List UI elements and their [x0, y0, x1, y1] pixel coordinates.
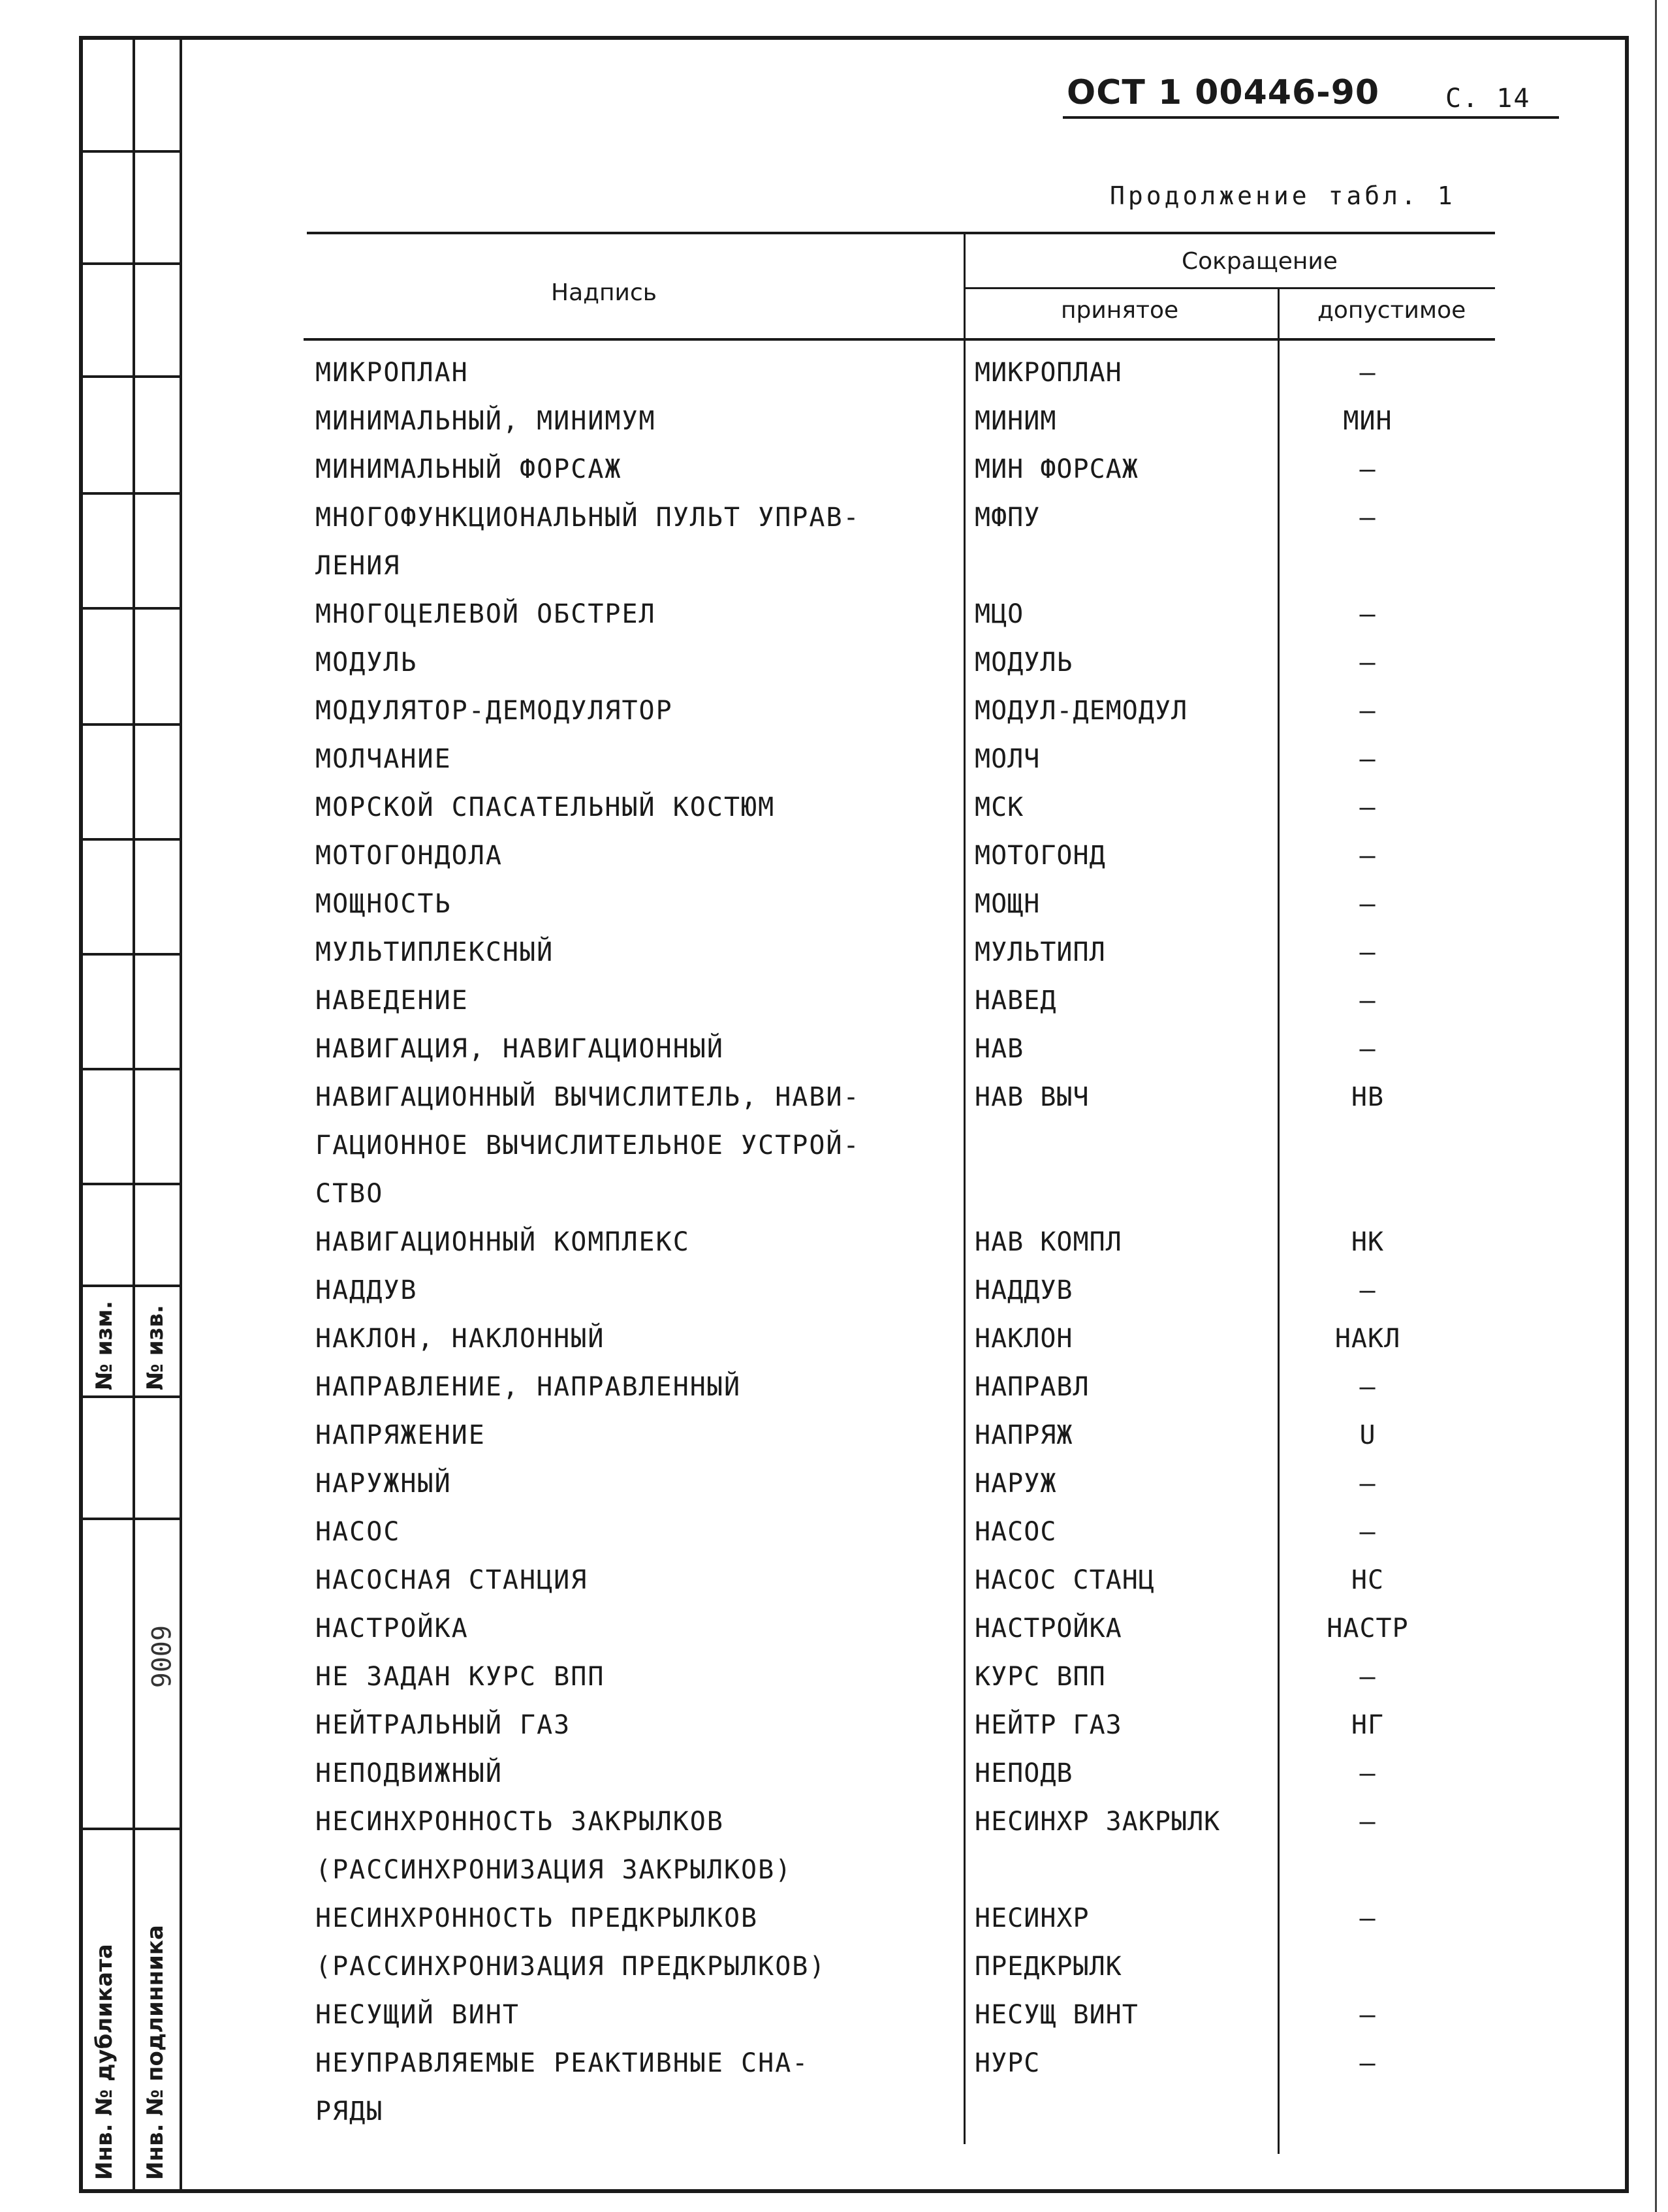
page-number: С. 14	[1445, 84, 1531, 114]
row-inscription: МИНИМАЛЬНЫЙ, МИНИМУМ	[315, 406, 656, 436]
row-accepted-abbreviation: НАВ ВЫЧ	[975, 1082, 1090, 1112]
page-edge-line	[1655, 0, 1657, 2212]
row-accepted-abbreviation: МФПУ	[975, 503, 1041, 533]
original-inventory-label: Инв. № подлинника	[142, 1925, 168, 2180]
row-inscription: НАПРЯЖЕНИЕ	[315, 1420, 486, 1450]
table-continuation-caption: Продолжение табл. 1	[1110, 181, 1456, 210]
row-allowed-abbreviation: U	[1359, 1420, 1376, 1450]
row-inscription: (РАССИНХРОНИЗАЦИЯ ЗАКРЫЛКОВ)	[315, 1855, 793, 1885]
row-accepted-abbreviation: НЕПОДВ	[975, 1758, 1073, 1788]
row-accepted-abbreviation: НУРС	[975, 2048, 1041, 2078]
row-inscription: ГАЦИОННОЕ ВЫЧИСЛИТЕЛЬНОЕ УСТРОЙ-	[315, 1130, 860, 1161]
row-inscription: НЕПОДВИЖНЫЙ	[315, 1758, 503, 1788]
row-accepted-abbreviation: НЕСИНХР	[975, 1903, 1090, 1933]
row-accepted-abbreviation: НЕСУЩ ВИНТ	[975, 2000, 1139, 2030]
header-abbreviation: Сокращение	[1182, 248, 1338, 275]
row-inscription: ЛЕНИЯ	[315, 551, 401, 581]
row-allowed-abbreviation: НВ	[1351, 1082, 1385, 1112]
row-allowed-abbreviation: –	[1359, 986, 1376, 1016]
row-inscription: НЕСИНХРОННОСТЬ ЗАКРЫЛКОВ	[315, 1807, 724, 1837]
row-inscription: НАКЛОН, НАКЛОННЫЙ	[315, 1324, 605, 1354]
row-inscription: НЕ ЗАДАН КУРС ВПП	[315, 1662, 605, 1692]
notice-number-label: № изв.	[142, 1305, 168, 1390]
row-allowed-abbreviation: –	[1359, 1903, 1376, 1933]
document-code: ОСТ 1 00446-90	[1067, 73, 1380, 112]
row-allowed-abbreviation: –	[1359, 1807, 1376, 1837]
row-inscription: МОЛЧАНИЕ	[315, 744, 452, 774]
side-row-separator	[83, 1183, 182, 1185]
header-allowed: допустимое	[1317, 297, 1466, 324]
row-allowed-abbreviation: –	[1359, 454, 1376, 484]
row-accepted-abbreviation: НЕСИНХР ЗАКРЫЛК	[975, 1807, 1221, 1837]
row-inscription: НЕСУЩИЙ ВИНТ	[315, 2000, 520, 2030]
row-inscription: МОДУЛЬ	[315, 647, 418, 678]
row-accepted-abbreviation: МОТОГОНД	[975, 841, 1106, 871]
row-accepted-abbreviation: НАРУЖ	[975, 1469, 1057, 1499]
duplicate-inventory-number: 6006	[145, 1625, 175, 1689]
row-allowed-abbreviation: –	[1359, 1372, 1376, 1402]
row-inscription: НЕЙТРАЛЬНЫЙ ГАЗ	[315, 1710, 571, 1740]
row-inscription: НАВЕДЕНИЕ	[315, 986, 469, 1016]
row-accepted-abbreviation: КУРС ВПП	[975, 1662, 1106, 1692]
row-allowed-abbreviation: –	[1359, 358, 1376, 388]
side-row-separator	[83, 953, 182, 956]
row-inscription: МИНИМАЛЬНЫЙ ФОРСАЖ	[315, 454, 622, 484]
row-inscription: МНОГОФУНКЦИОНАЛЬНЫЙ ПУЛЬТ УПРАВ-	[315, 503, 860, 533]
row-allowed-abbreviation: НАСТР	[1327, 1613, 1409, 1643]
duplicate-inventory-label: Инв. № дубликата	[91, 1944, 118, 2180]
side-row-separator	[83, 375, 182, 378]
side-row-separator	[83, 1518, 182, 1520]
row-accepted-abbreviation: МИН ФОРСАЖ	[975, 454, 1139, 484]
row-allowed-abbreviation: –	[1359, 792, 1376, 822]
row-inscription: МОТОГОНДОЛА	[315, 841, 503, 871]
row-allowed-abbreviation: –	[1359, 1034, 1376, 1064]
row-accepted-abbreviation: НАСОС	[975, 1517, 1057, 1547]
row-allowed-abbreviation: НК	[1351, 1227, 1385, 1257]
frame-left-border	[79, 36, 83, 2193]
row-accepted-abbreviation: НАПРАВЛ	[975, 1372, 1090, 1402]
side-row-separator	[83, 723, 182, 726]
row-allowed-abbreviation: –	[1359, 1758, 1376, 1788]
row-accepted-abbreviation: МСК	[975, 792, 1024, 822]
row-inscription: НАРУЖНЫЙ	[315, 1469, 452, 1499]
side-column-border	[180, 36, 182, 2193]
row-accepted-abbreviation: МИНИМ	[975, 406, 1057, 436]
row-allowed-abbreviation: –	[1359, 1517, 1376, 1547]
row-inscription: РЯДЫ	[315, 2096, 384, 2126]
row-inscription: НАВИГАЦИОННЫЙ КОМПЛЕКС	[315, 1227, 690, 1257]
row-accepted-abbreviation: МИКРОПЛАН	[975, 358, 1122, 388]
row-inscription: НАВИГАЦИОННЫЙ ВЫЧИСЛИТЕЛЬ, НАВИ-	[315, 1082, 860, 1112]
header-underline	[1063, 116, 1559, 119]
row-accepted-abbreviation: МОЩН	[975, 889, 1041, 919]
table-subheader-rule	[965, 287, 1495, 289]
row-inscription: НЕУПРАВЛЯЕМЫЕ РЕАКТИВНЫЕ СНА-	[315, 2048, 810, 2078]
side-column-divider	[133, 36, 135, 2193]
side-row-separator	[83, 1068, 182, 1070]
row-allowed-abbreviation: –	[1359, 841, 1376, 871]
row-allowed-abbreviation: НАКЛ	[1334, 1324, 1401, 1354]
row-inscription: МОДУЛЯТОР-ДЕМОДУЛЯТОР	[315, 696, 673, 726]
row-allowed-abbreviation: –	[1359, 599, 1376, 629]
row-accepted-abbreviation: МЦО	[975, 599, 1024, 629]
row-allowed-abbreviation: –	[1359, 1662, 1376, 1692]
row-allowed-abbreviation: –	[1359, 2000, 1376, 2030]
frame-right-border	[1625, 36, 1629, 2193]
row-allowed-abbreviation: НС	[1351, 1565, 1385, 1595]
row-allowed-abbreviation: –	[1359, 696, 1376, 726]
side-row-separator	[83, 262, 182, 265]
side-row-separator	[83, 607, 182, 610]
row-inscription: МУЛЬТИПЛЕКСНЫЙ	[315, 937, 554, 967]
row-inscription: МНОГОЦЕЛЕВОЙ ОБСТРЕЛ	[315, 599, 656, 629]
row-accepted-abbreviation: МОДУЛЬ	[975, 647, 1073, 678]
row-accepted-abbreviation: НАВ	[975, 1034, 1024, 1064]
frame-top-border	[79, 36, 1629, 40]
table-header-bottom-rule	[304, 338, 1495, 341]
row-accepted-abbreviation: НАДДУВ	[975, 1275, 1073, 1305]
side-row-separator	[83, 1828, 182, 1830]
row-inscription: НЕСИНХРОННОСТЬ ПРЕДКРЫЛКОВ	[315, 1903, 759, 1933]
row-accepted-abbreviation: МОЛЧ	[975, 744, 1041, 774]
row-allowed-abbreviation: –	[1359, 503, 1376, 533]
row-allowed-abbreviation: НГ	[1351, 1710, 1385, 1740]
row-accepted-abbreviation: ПРЕДКРЫЛК	[975, 1952, 1122, 1982]
change-number-label: № изм.	[91, 1300, 118, 1390]
side-row-separator	[83, 150, 182, 153]
row-accepted-abbreviation: НЕЙТР ГАЗ	[975, 1710, 1122, 1740]
row-accepted-abbreviation: НАСОС СТАНЦ	[975, 1565, 1155, 1595]
row-inscription: НАСОС	[315, 1517, 401, 1547]
row-accepted-abbreviation: НАВЕД	[975, 986, 1057, 1016]
row-allowed-abbreviation: –	[1359, 1469, 1376, 1499]
row-accepted-abbreviation: МОДУЛ-ДЕМОДУЛ	[975, 696, 1188, 726]
row-allowed-abbreviation: –	[1359, 889, 1376, 919]
frame-bottom-border	[79, 2189, 1629, 2193]
row-allowed-abbreviation: –	[1359, 2048, 1376, 2078]
row-inscription: МОЩНОСТЬ	[315, 889, 452, 919]
side-row-separator	[83, 838, 182, 841]
row-accepted-abbreviation: МУЛЬТИПЛ	[975, 937, 1106, 967]
row-accepted-abbreviation: НАПРЯЖ	[975, 1420, 1073, 1450]
side-row-separator	[83, 1285, 182, 1287]
table-column-divider	[1278, 287, 1280, 2154]
row-allowed-abbreviation: –	[1359, 744, 1376, 774]
row-inscription: НАСОСНАЯ СТАНЦИЯ	[315, 1565, 588, 1595]
row-accepted-abbreviation: НАВ КОМПЛ	[975, 1227, 1122, 1257]
table-column-divider	[964, 232, 966, 2144]
row-accepted-abbreviation: НАСТРОЙКА	[975, 1613, 1122, 1643]
row-inscription: НАСТРОЙКА	[315, 1613, 469, 1643]
side-row-separator	[83, 492, 182, 495]
row-inscription: (РАССИНХРОНИЗАЦИЯ ПРЕДКРЫЛКОВ)	[315, 1952, 826, 1982]
row-allowed-abbreviation: –	[1359, 937, 1376, 967]
table-top-rule	[307, 232, 1495, 234]
row-inscription: МИКРОПЛАН	[315, 358, 469, 388]
row-inscription: НАДДУВ	[315, 1275, 418, 1305]
row-inscription: НАПРАВЛЕНИЕ, НАПРАВЛЕННЫЙ	[315, 1372, 742, 1402]
row-allowed-abbreviation: МИН	[1343, 406, 1393, 436]
row-accepted-abbreviation: НАКЛОН	[975, 1324, 1073, 1354]
row-allowed-abbreviation: –	[1359, 1275, 1376, 1305]
row-allowed-abbreviation: –	[1359, 647, 1376, 678]
row-inscription: МОРСКОЙ СПАСАТЕЛЬНЫЙ КОСТЮМ	[315, 792, 776, 822]
header-inscription: Надпись	[551, 279, 657, 306]
row-inscription: НАВИГАЦИЯ, НАВИГАЦИОННЫЙ	[315, 1034, 724, 1064]
header-accepted: принятое	[1061, 297, 1179, 324]
row-inscription: СТВО	[315, 1179, 384, 1209]
side-row-separator	[83, 1395, 182, 1398]
